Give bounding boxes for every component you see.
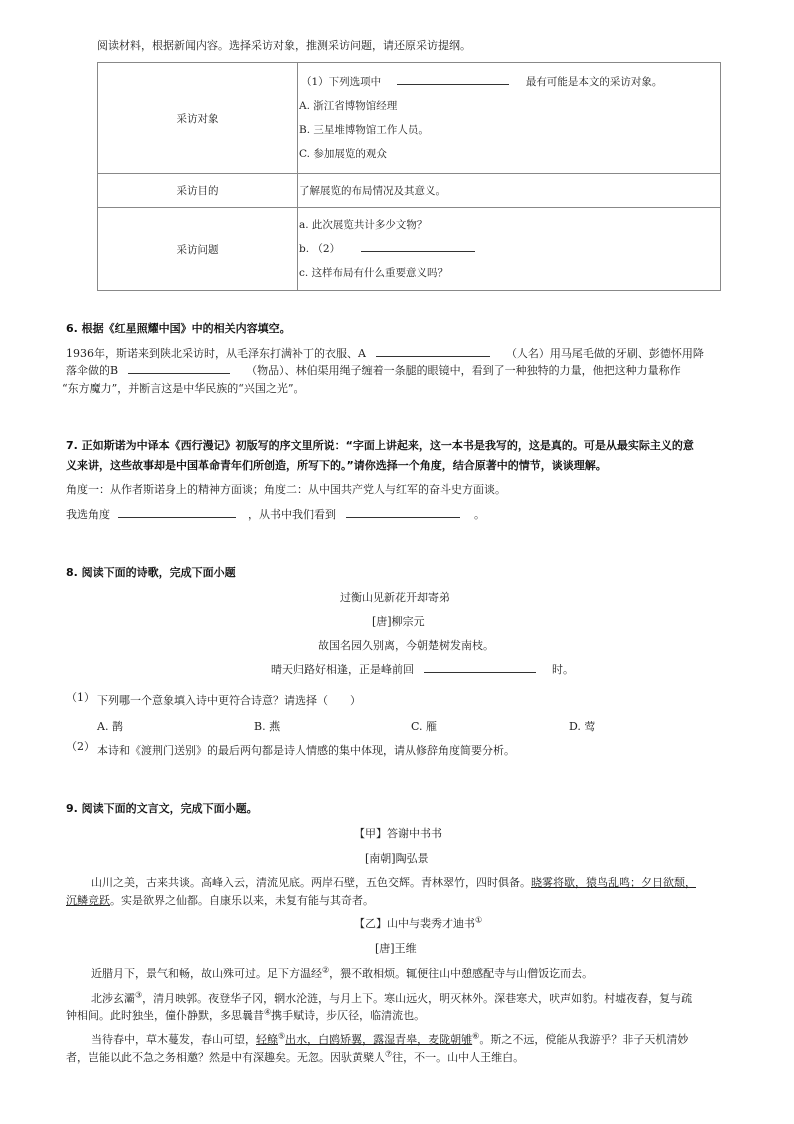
option-c: C. 参加展览的观众 xyxy=(299,148,387,160)
q6-text: （物品）、林伯渠用绳子缠着一条腿的眼镜中，看到了一种独特的力量，他把这种力量称作 xyxy=(246,364,681,377)
option-b: B. 三星堆博物馆工作人员。 xyxy=(299,124,429,136)
footnote-marker: ① xyxy=(475,915,483,925)
footnote-marker: ⑥ xyxy=(472,1031,480,1041)
row-label-target: 采访对象 xyxy=(98,63,298,174)
poem-line-2: 晴天归路好相逢，正是峰前回 xyxy=(271,663,414,676)
yi-text: 当待春中，草木蔓发，春山可望， xyxy=(91,1033,256,1046)
jia-underlined: 晓雾将歇，猿鸟乱鸣；夕日欲颓， xyxy=(531,876,696,889)
row-content-questions xyxy=(298,208,721,291)
q1-answer-blank[interactable] xyxy=(397,74,509,85)
yi-underlined: 轻鲦 xyxy=(256,1033,278,1046)
yi-underlined: 出水，白鸥矫翼，露湿青皋，麦陇朝雊 xyxy=(285,1033,473,1046)
q8-sub2-num: （2） xyxy=(66,740,95,753)
option-a: A. 浙江省博物馆经理 xyxy=(299,100,398,112)
q9-heading: 9. 阅读下面的文言文，完成下面小题。 xyxy=(66,802,258,815)
q6-heading: 6. 根据《红星照耀中国》中的相关内容填空。 xyxy=(66,322,291,335)
footnote-marker: ④ xyxy=(264,1007,272,1017)
q6-text: “东方魔力”，并断言这是中华民族的“兴国之光”。 xyxy=(62,382,305,395)
row-content-purpose: 了解展览的布局情况及其意义。 xyxy=(298,174,721,208)
q7-content-blank[interactable] xyxy=(346,507,460,518)
poem-author: [唐]柳宗元 xyxy=(372,615,425,628)
footnote-marker: ⑤ xyxy=(278,1031,286,1041)
yi-text: 近腊月下，景气和畅，故山殊可过。足下方温经 xyxy=(91,967,322,980)
table-row xyxy=(98,208,721,291)
jia-text: 。实是欲界之仙都。自康乐以来，未复有能与其奇者。 xyxy=(110,894,374,907)
question-b: b. （2） xyxy=(299,243,341,255)
jia-author: [南朝]陶弘景 xyxy=(365,852,429,865)
yi-text: 者，岂能以此不急之务相邀？然是中有深趣矣。无忽。因驮黄檗人 xyxy=(66,1051,385,1064)
row-label-purpose: 采访目的 xyxy=(98,174,298,208)
yi-text: 往，不一。山中人王维白。 xyxy=(392,1051,525,1064)
table-row xyxy=(98,63,721,174)
footnote-marker: ⑦ xyxy=(385,1049,393,1059)
jia-underlined: 沉鳞竞跃 xyxy=(66,894,110,907)
yi-text: ，清月映郭。夜登华子冈，辋水沦涟，与月上下。寒山远火，明灭林外。深巷寒犬，吠声如豹。村墟夜舂，复与疏 xyxy=(142,992,693,1005)
q6-blank-b[interactable] xyxy=(128,363,230,374)
q8-sub2: 本诗和《渡荆门送别》的最后两句都是诗人情感的集中体现，请从修辞角度简要分析。 xyxy=(97,744,515,757)
footnote-marker: ② xyxy=(322,965,330,975)
q7-angles: 角度一：从作者斯诺身上的精神方面谈；角度二：从中国共产党人与红军的奋斗史方面谈。 xyxy=(66,483,506,496)
q7-pick-label: 我选角度 xyxy=(66,508,110,521)
q1-prefix: （1）下列选项中 xyxy=(301,76,382,88)
row-content-target xyxy=(298,63,721,174)
q7-heading: 7. 正如斯诺为中译本《西行漫记》初版写的序文里所说：“字面上讲起来，这一本书是我写的，这是真的。可是从最实际主义的意 xyxy=(66,439,694,452)
yi-title: 【乙】山中与裴秀才迪书 xyxy=(354,917,475,930)
yi-text: 。斯之不远，傥能从我游乎？非子天机清妙 xyxy=(479,1033,689,1046)
yi-text: 北涉玄灞 xyxy=(91,992,135,1005)
q1-suffix: 最有可能是本文的采访对象。 xyxy=(525,76,663,88)
question-a: a. 此次展览共计多少文物？ xyxy=(299,219,428,231)
table-row xyxy=(98,174,721,208)
intro-text: 阅读材料，根据新闻内容。选择采访对象，推测采访问题，请还原采访提纲。 xyxy=(97,39,471,52)
q8-option-d: D. 莺 xyxy=(569,720,596,733)
q7-angle-blank[interactable] xyxy=(118,507,236,518)
poem-line-2-end: 时。 xyxy=(552,663,574,676)
interview-outline-table xyxy=(97,62,721,291)
q6-text: 落伞做的B xyxy=(66,364,119,377)
q7-pick-mid: ，从书中我们看到 xyxy=(248,508,336,521)
poem-blank[interactable] xyxy=(424,662,536,673)
q6-blank-a[interactable] xyxy=(376,346,490,357)
q6-text: 1936年，斯诺来到陕北采访时，从毛泽东打满补丁的衣服、A xyxy=(66,347,366,360)
question-c: c. 这样布局有什么重要意义吗？ xyxy=(299,267,449,279)
q8-option-b: B. 燕 xyxy=(254,720,281,733)
jia-title: 【甲】答谢中书书 xyxy=(354,827,442,840)
q8-sub1: 下列哪一个意象填入诗中更符合诗意？请选择（ ） xyxy=(97,694,361,707)
q7-pick-end: 。 xyxy=(474,508,485,521)
q8-option-a: A. 鹊 xyxy=(97,720,123,733)
poem-line-1: 故国名园久别离，今朝楚树发南枝。 xyxy=(318,639,494,652)
row-label-questions: 采访问题 xyxy=(98,208,298,291)
yi-text: ，猥不敢相烦。辄便往山中憩感配寺与山僧饭讫而去。 xyxy=(329,967,594,980)
q2-answer-blank[interactable] xyxy=(361,241,475,252)
yi-text: 携手赋诗，步仄径，临清流也。 xyxy=(271,1009,426,1022)
q7-heading-cont: 义来讲，这些故事却是中国革命青年们所创造，所写下的。”请你选择一个角度，结合原著中的情节，谈谈理解。 xyxy=(66,459,607,472)
q8-option-c: C. 雁 xyxy=(411,720,438,733)
footnote-marker: ③ xyxy=(135,990,143,1000)
q8-sub1-num: （1） xyxy=(66,691,95,704)
jia-text: 山川之美，古来共谈。高峰入云，清流见底。两岸石壁，五色交辉。青林翠竹，四时俱备。 xyxy=(91,876,531,889)
yi-text: 钟相间。此时独坐，僮仆静默，多思曩昔 xyxy=(66,1009,264,1022)
yi-author: [唐]王维 xyxy=(375,942,417,955)
q8-heading: 8. 阅读下面的诗歌，完成下面小题 xyxy=(66,566,236,579)
poem-title: 过衡山见新花开却寄弟 xyxy=(340,591,450,604)
q6-text: （人名）用马尾毛做的牙刷、彭德怀用降 xyxy=(505,347,704,360)
